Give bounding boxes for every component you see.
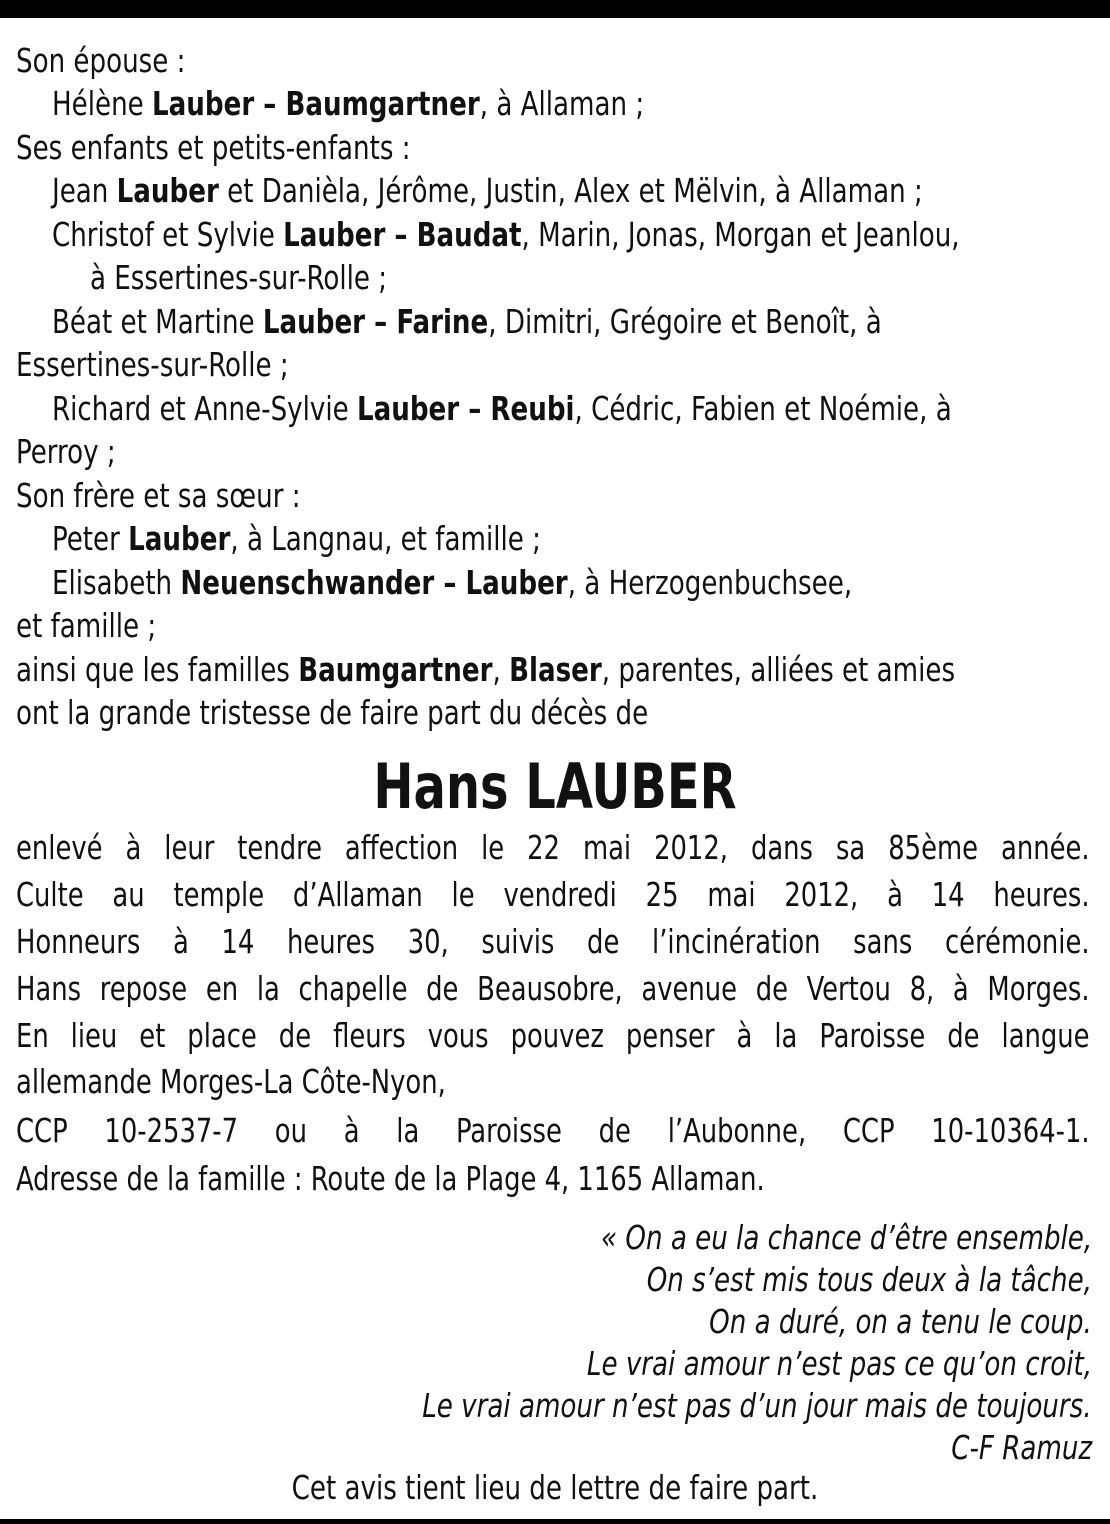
body-line: CCP 10-2537-7 ou à la Paroisse de l’Aubonne, CCP 10-10364-1.	[16, 1111, 1090, 1150]
spouse-name: Lauber – Baumgartner	[152, 84, 480, 123]
family-name: Lauber	[128, 519, 231, 558]
family-name: Lauber – Baudat	[283, 215, 522, 254]
poem-line: « On a eu la chance d’être ensemble,	[600, 1218, 1092, 1257]
family-name: Lauber – Farine	[262, 302, 489, 341]
family-name: Blaser	[509, 650, 602, 689]
family-name: Neuenschwander – Lauber	[180, 563, 568, 602]
announcement-line: ont la grande tristesse de faire part du décès de	[16, 693, 649, 732]
siblings-label: Son frère et sa sœur :	[16, 476, 301, 515]
poem-author: C-F Ramuz	[951, 1428, 1092, 1467]
spouse-label: Son épouse :	[16, 41, 186, 80]
body-line: enlevé à leur tendre affection le 22 mai 2012, dans sa 85ème année.	[16, 828, 1090, 867]
child-line: Jean Lauber et Danièla, Jérôme, Justin, Alex et Mëlvin, à Allaman ;	[52, 171, 923, 210]
body-line: Culte au temple d’Allaman le vendredi 25 mai 2012, à 14 heures.	[16, 875, 1090, 914]
bottom-border	[0, 1519, 1110, 1524]
closing-note: Cet avis tient lieu de lettre de faire part.	[291, 1468, 819, 1507]
families-line: ainsi que les familles Baumgartner, Blaser, parentes, alliées et amies	[16, 650, 956, 689]
deceased-name: Hans LAUBER	[373, 750, 737, 823]
children-label: Ses enfants et petits-enfants :	[16, 128, 411, 167]
family-name: Lauber	[116, 171, 219, 210]
sibling-line: Elisabeth Neuenschwander – Lauber, à Herzogenbuchsee,	[52, 563, 853, 602]
child-line-continuation: Essertines-sur-Rolle ;	[16, 345, 289, 384]
poem-line: Le vrai amour n’est pas ce qu’on croit,	[586, 1344, 1092, 1383]
child-line-continuation: à Essertines-sur-Rolle ;	[90, 258, 388, 297]
child-line: Béat et Martine Lauber – Farine, Dimitri, Grégoire et Benoît, à	[52, 302, 882, 341]
poem-line: On s’est mis tous deux à la tâche,	[646, 1260, 1092, 1299]
body-line: Hans repose en la chapelle de Beausobre, avenue de Vertou 8, à Morges.	[16, 969, 1090, 1008]
body-line: allemande Morges-La Côte-Nyon,	[16, 1062, 446, 1101]
child-line-continuation: Perroy ;	[16, 432, 116, 471]
body-line: En lieu et place de fleurs vous pouvez penser à la Paroisse de langue	[16, 1016, 1090, 1055]
child-line: Christof et Sylvie Lauber – Baudat, Marin, Jonas, Morgan et Jeanlou,	[52, 215, 960, 254]
body-line: Honneurs à 14 heures 30, suivis de l’incinération sans cérémonie.	[16, 922, 1090, 961]
child-line: Richard et Anne-Sylvie Lauber – Reubi, Cédric, Fabien et Noémie, à	[52, 389, 952, 428]
spouse-line: Hélène Lauber – Baumgartner, à Allaman ;	[52, 84, 645, 123]
family-name: Lauber – Reubi	[356, 389, 575, 428]
body-line: Adresse de la famille : Route de la Plage 4, 1165 Allaman.	[16, 1159, 765, 1198]
poem-line: Le vrai amour n’est pas d’un jour mais de toujours.	[422, 1386, 1092, 1425]
top-border	[0, 0, 1110, 18]
sibling-line-continuation: et famille ;	[16, 606, 157, 645]
family-name: Baumgartner	[298, 650, 493, 689]
sibling-line: Peter Lauber, à Langnau, et famille ;	[52, 519, 541, 558]
poem-line: On a duré, on a tenu le coup.	[709, 1302, 1092, 1341]
